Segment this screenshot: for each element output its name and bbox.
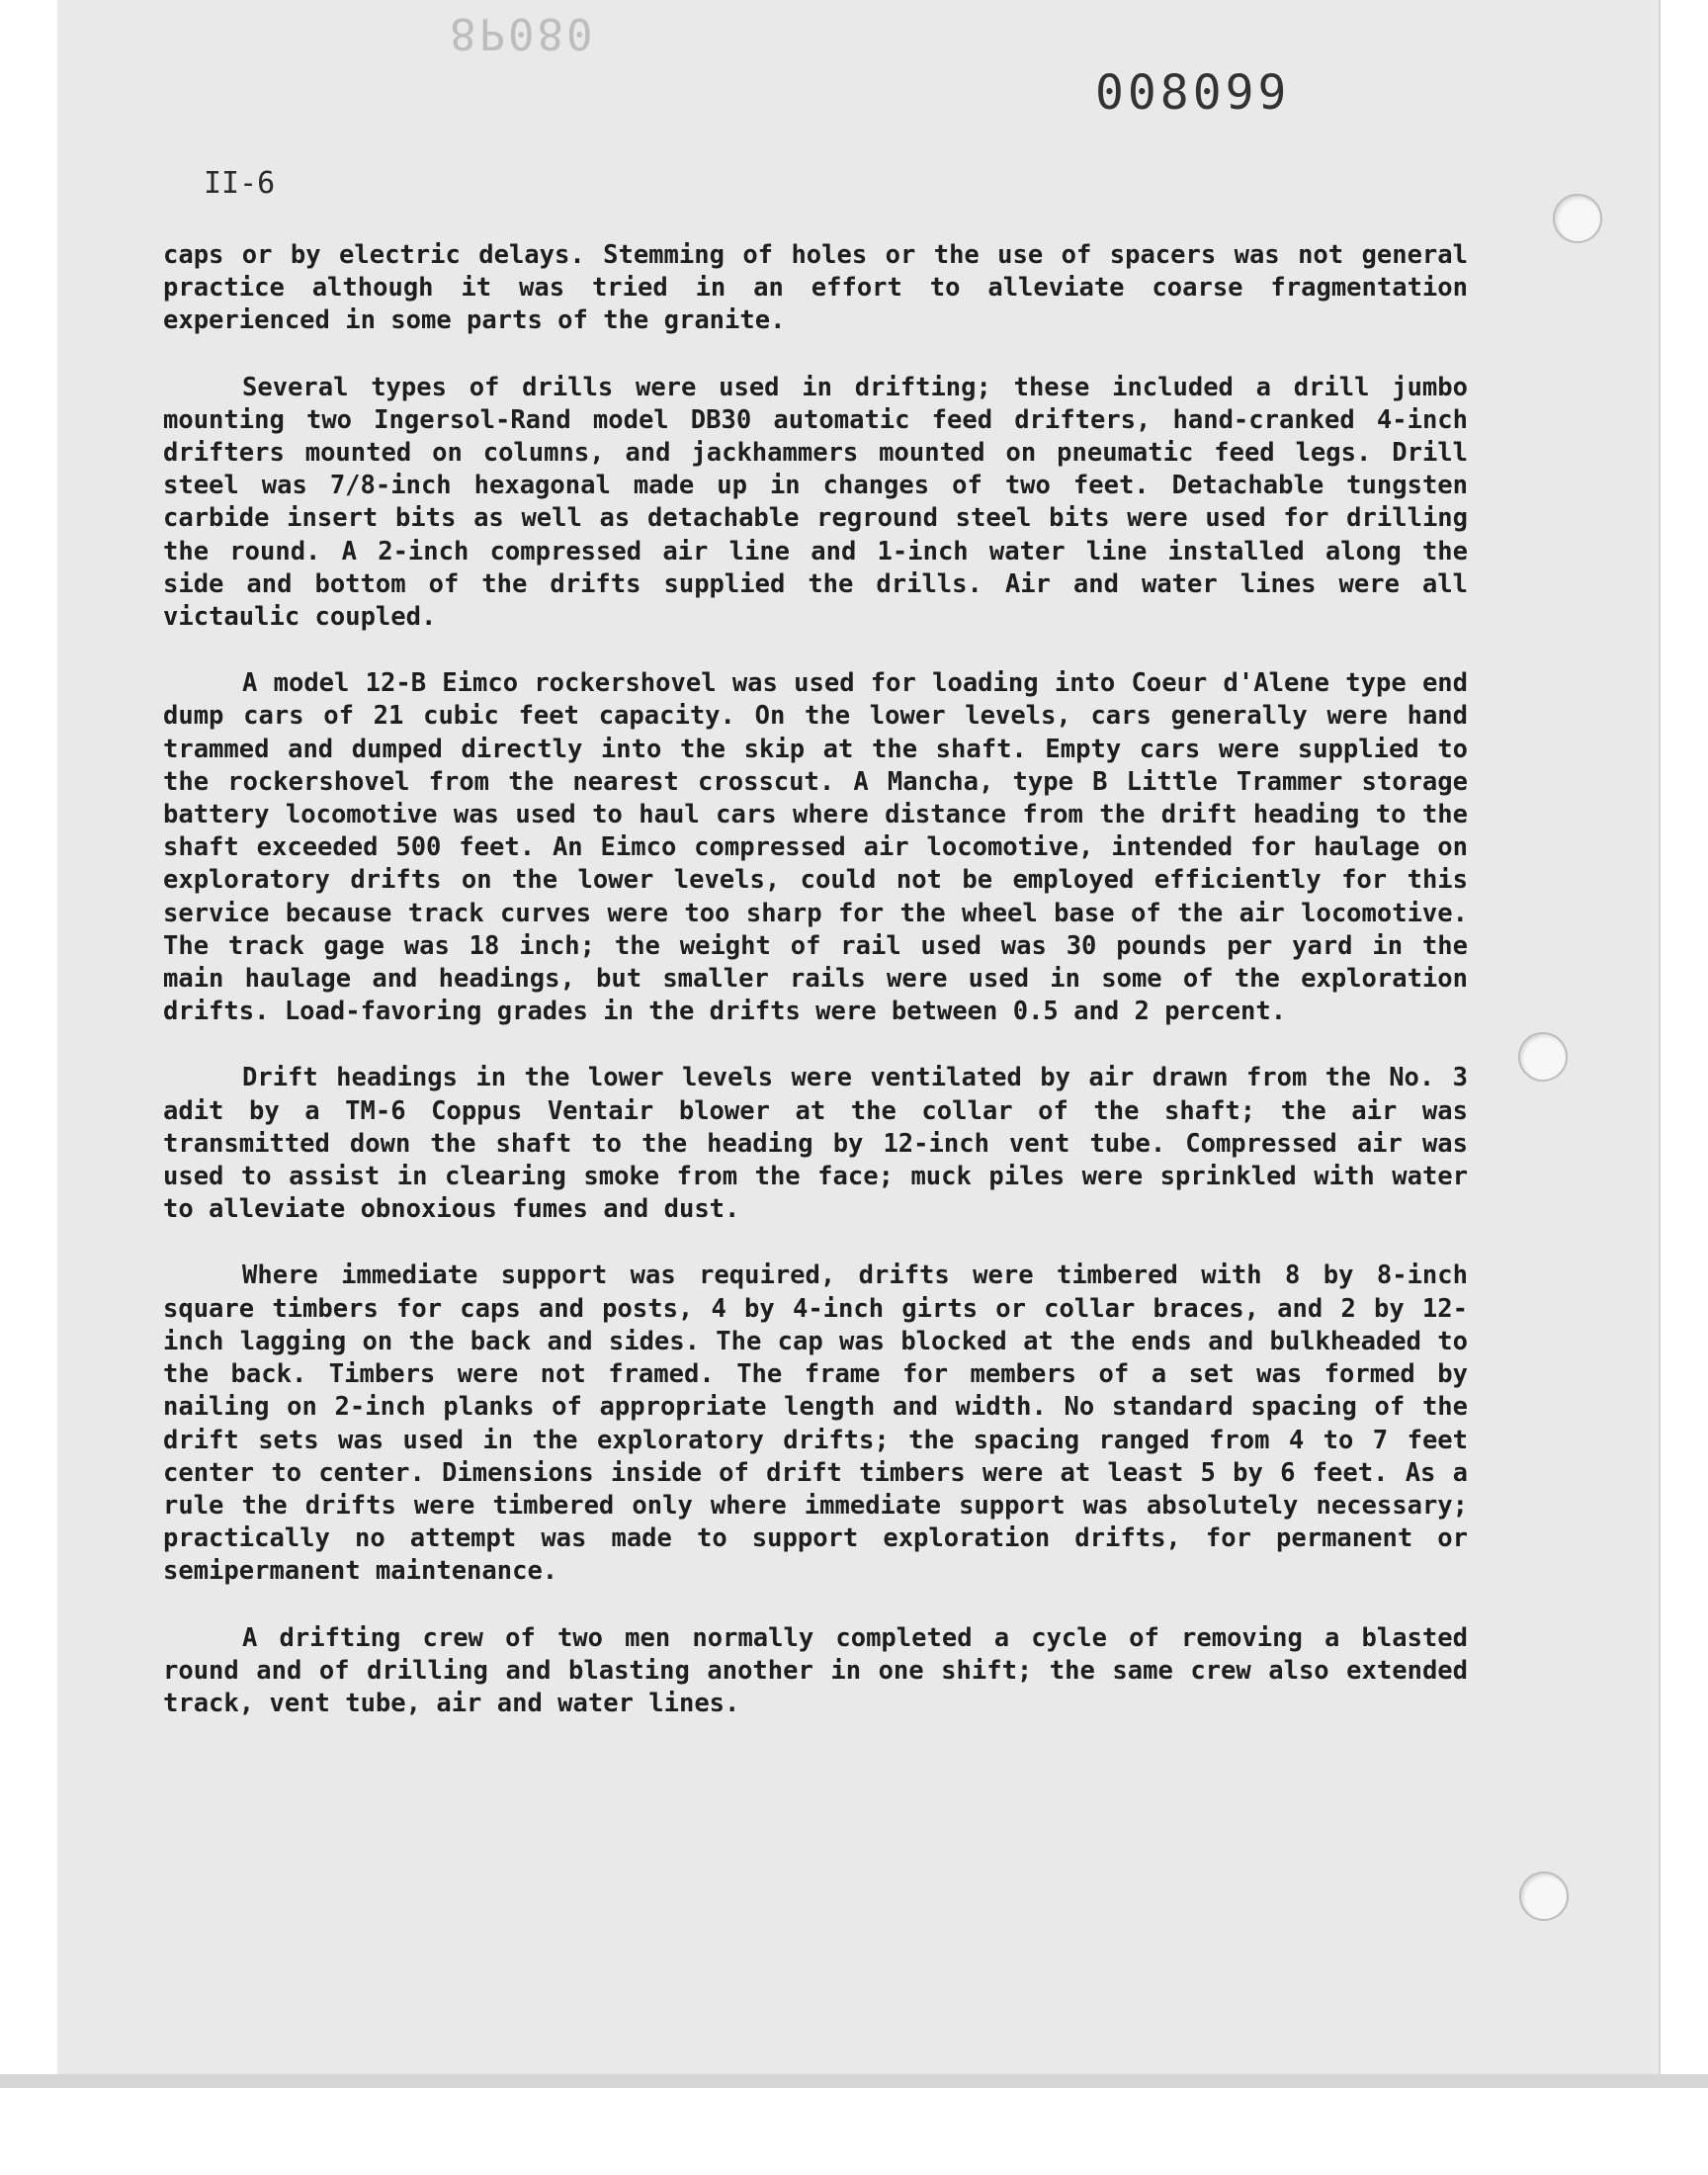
faint-stamp-number: 8P080 xyxy=(450,8,596,58)
paragraph: Drift headings in the lower levels were ventilated by air drawn from the No. 3 adit by a TM-6 Coppus Ventair blower at the collar of the shaft; the air was transmitted down the shaft to the heading by 12-inch vent tube. Compressed air was used to assist in clearing smoke from the face; muck piles were sprinkled with water to alleviate obnoxious fumes and dust. xyxy=(163,1063,1468,1225)
document-number: 008099 xyxy=(1095,65,1291,121)
page-label: II-6 xyxy=(204,166,276,201)
paragraph: Where immediate support was required, drifts were timbered with 8 by 8-inch square timbers for caps and posts, 4 by 4-inch girts or collar braces, and 2 by 12-inch lagging on the back and sides. The cap was blocked at the ends and bulkheaded to the back. Timbers were not framed. The frame for members of a set was formed by nailing on 2-inch planks of appropriate length and width. No standard spacing of the drift sets was used in the exploratory drifts; the spacing ranged from 4 to 7 feet center to center. Dimensions inside of drift timbers were at least 5 by 6 feet. As a rule the drifts were timbered only where immediate support was absolutely necessary; practically no attempt was made to support exploration drifts, for permanent or semipermanent maintenance. xyxy=(163,1261,1468,1587)
binder-hole-icon xyxy=(1519,1871,1569,1921)
document-body xyxy=(163,239,1468,1720)
paragraph: caps or by electric delays. Stemming of holes or the use of spacers was not general practice although it was tried in an effort to alleviate coarse fragmentation experienced in some parts of the granite. xyxy=(163,240,1468,336)
paragraph: Several types of drills were used in drifting; these included a drill jumbo mounting two Ingersol-Rand model DB30 automatic feed drifters, hand-cranked 4-inch drifters mounted on columns, and jackhammers mounted on pneumatic feed legs. Drill steel was 7/8-inch hexagonal made up in changes of two feet. Detachable tungsten carbide insert bits as well as detachable reground steel bits were used for drilling the round. A 2-inch compressed air line and 1-inch water line installed along the side and bottom of the drifts supplied the drills. Air and water lines were all victaulic coupled. xyxy=(163,372,1468,633)
binder-hole-icon xyxy=(1518,1032,1568,1082)
binder-hole-icon xyxy=(1553,194,1602,243)
scan-bottom-edge xyxy=(0,2074,1708,2088)
paragraph: A model 12-B Eimco rockershovel was used for loading into Coeur d'Alene type end dump cars of 21 cubic feet capacity. On the lower levels, cars generally were hand trammed and dumped directly into the skip at the shaft. Empty cars were supplied to the rockershovel from the nearest crosscut. A Mancha, type B Little Trammer storage battery locomotive was used to haul cars where distance from the drift heading to the shaft exceeded 500 feet. An Eimco compressed air locomotive, intended for haulage on exploratory drifts on the lower levels, could not be employed efficiently for this service because track curves were too sharp for the wheel base of the air locomotive. The track gage was 18 inch; the weight of rail used was 30 pounds per yard in the main haulage and headings, but smaller rails were used in some of the exploration drifts. Load-favoring grades in the drifts were between 0.5 and 2 percent. xyxy=(163,668,1468,1027)
paragraph: A drifting crew of two men normally completed a cycle of removing a blasted round and of drilling and blasting another in one shift; the same crew also extended track, vent tube, air and water lines. xyxy=(163,1622,1468,1718)
